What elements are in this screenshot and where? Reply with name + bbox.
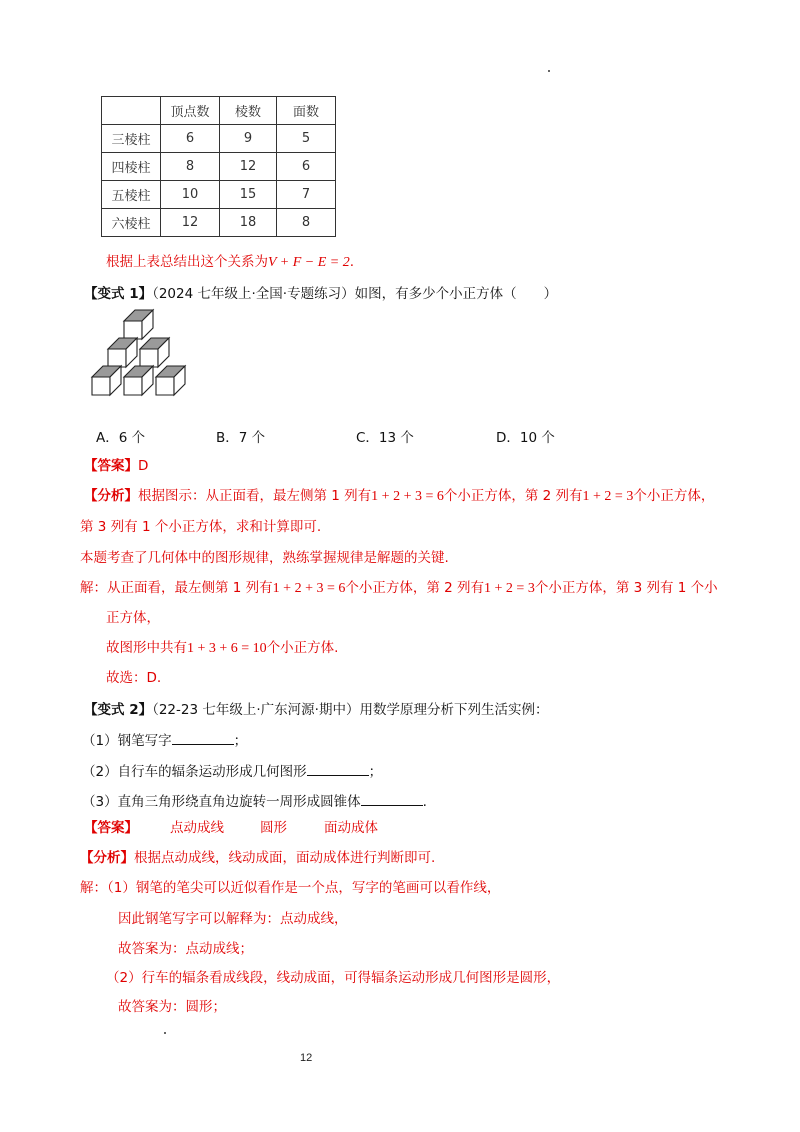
summary-line: [106, 252, 354, 273]
v2-answer-2: 圆形: [260, 820, 287, 836]
table-header-row: [102, 97, 336, 125]
solution-text: 个小正方体.: [266, 640, 339, 656]
table-cell: 6: [277, 153, 336, 181]
v2-answer-1: 点动成线: [170, 820, 224, 836]
analysis-tag: 【分析】: [84, 488, 138, 504]
table-cell: 18: [220, 209, 277, 237]
answer-tag: 【答案】: [84, 820, 138, 836]
table-header-cell: 棱数: [220, 97, 277, 125]
v2-solution-line-3: 故答案为：点动成线；: [118, 941, 253, 957]
v2-question-3: [82, 791, 427, 812]
table-cell: 7: [277, 181, 336, 209]
analysis-text: 根据图示：从正面看，最左侧第 1 列有: [138, 488, 372, 504]
summary-text: 根据上表总结出这个关系为: [106, 254, 268, 270]
table-cell: 三棱柱: [102, 125, 161, 153]
speck: [164, 1032, 166, 1034]
cube-row2-left: [108, 338, 137, 367]
analysis-text: 个小正方体，第 2 列有: [443, 488, 583, 504]
variant-source: （22-23 七年级上·广东河源·期中）用数学原理分析下列生活实例：: [152, 702, 549, 718]
option-c: C．13 个: [356, 430, 414, 446]
v1-solution-line-3: [106, 638, 338, 659]
table-cell: 9: [220, 125, 277, 153]
question-end: .: [422, 794, 427, 810]
table-cell: 15: [220, 181, 277, 209]
question-end: ；: [368, 764, 383, 780]
v2-analysis: [80, 848, 435, 868]
analysis-text: 个小正方体，: [633, 488, 715, 504]
analysis-tag: 【分析】: [80, 850, 134, 866]
cube-row3-left: [92, 366, 121, 395]
cube-row2-right: [140, 338, 169, 367]
solution-formula: 1 + 2 = 3: [484, 581, 535, 596]
table-header-cell: 面数: [277, 97, 336, 125]
option-b: B．7 个: [216, 430, 266, 446]
cube-top: [124, 310, 153, 339]
variant-source: （2024 七年级上·全国·专题练习）如图，有多少个小正方体（ ）: [152, 286, 558, 302]
table-cell: 8: [161, 153, 220, 181]
answer-tag: 【答案】: [84, 458, 138, 474]
v2-solution-line-1: 解：（1）钢笔的笔尖可以近似看作是一个点，写字的笔画可以看作线，: [80, 880, 501, 896]
v2-solution-line-4: （2）行车的辐条看成线段，线动成面，可得辐条运动形成几何图形是圆形，: [106, 970, 561, 986]
summary-formula: V + F − E = 2: [268, 255, 350, 270]
table-row: [102, 209, 336, 237]
prism-properties-table: [101, 96, 336, 237]
v2-solution-line-2: 因此钢笔写字可以解释为：点动成线，: [118, 911, 348, 927]
cube-row3-right: [156, 366, 185, 395]
cube-stack-figure: [88, 308, 200, 408]
variant-1-heading: [84, 284, 557, 304]
v1-solution-line-4: 故选：D.: [106, 670, 162, 686]
option-d: D．10 个: [496, 430, 555, 446]
solution-text: 故图形中共有: [106, 640, 187, 656]
v1-answer-line: [84, 456, 148, 476]
table-cell: 5: [277, 125, 336, 153]
question-text: （1）钢笔写字: [82, 733, 172, 749]
v2-answer-3: 面动成体: [324, 820, 378, 836]
v1-note: 本题考查了几何体中的图形规律，熟练掌握规律是解题的关键.: [80, 550, 449, 566]
solution-text: 解：从正面看，最左侧第 1 列有: [80, 580, 273, 596]
table-cell: 6: [161, 125, 220, 153]
option-a: A．6 个: [96, 430, 146, 446]
v2-question-1: [82, 730, 247, 751]
question-text: （3）直角三角形绕直角边旋转一周形成圆锥体: [82, 794, 361, 810]
summary-end: .: [349, 254, 355, 270]
v1-analysis-line-2: 第 3 列有 1 个小正方体，求和计算即可.: [80, 519, 322, 535]
table-cell: 8: [277, 209, 336, 237]
variant-2-heading: [84, 700, 548, 720]
analysis-text: 根据点动成线，线动成面，面动成体进行判断即可.: [134, 850, 436, 866]
v2-question-2: [82, 761, 382, 782]
solution-formula: 1 + 2 + 3 = 6: [272, 581, 346, 596]
v1-solution-line-1: [80, 578, 718, 599]
variant-tag: 【变式 1】: [84, 286, 153, 302]
answer-blank: [361, 791, 423, 806]
question-text: （2）自行车的辐条运动形成几何图形: [82, 764, 307, 780]
v2-answer-tag: [84, 818, 138, 838]
v2-solution-line-5: 故答案为：圆形；: [118, 999, 226, 1015]
table-cell: 四棱柱: [102, 153, 161, 181]
table-header-cell: 顶点数: [161, 97, 220, 125]
cube-row3-mid: [124, 366, 153, 395]
table-row: [102, 153, 336, 181]
table-cell: 12: [220, 153, 277, 181]
analysis-formula: 1 + 2 + 3 = 6: [371, 489, 444, 504]
table-cell: 六棱柱: [102, 209, 161, 237]
page-number: 12: [300, 1052, 313, 1064]
answer-blank: [307, 761, 369, 776]
table-row: [102, 125, 336, 153]
variant-tag: 【变式 2】: [84, 702, 153, 718]
table-cell: 五棱柱: [102, 181, 161, 209]
v1-analysis-line-1: [84, 486, 714, 507]
table-cell: 10: [161, 181, 220, 209]
table-cell: 12: [161, 209, 220, 237]
table-row: [102, 181, 336, 209]
answer-blank: [172, 730, 234, 745]
solution-formula: 1 + 3 + 6 = 10: [187, 641, 267, 656]
question-end: ；: [233, 733, 248, 749]
solution-text: 个小正方体，第 2 列有: [345, 580, 485, 596]
table-header-cell: [102, 97, 161, 125]
answer-value: D: [138, 458, 149, 474]
v1-solution-line-2: 正方体，: [106, 610, 160, 626]
solution-text: 个小正方体，第 3 列有 1 个小: [534, 580, 718, 596]
speck: [548, 70, 550, 72]
analysis-formula: 1 + 2 = 3: [582, 489, 634, 504]
